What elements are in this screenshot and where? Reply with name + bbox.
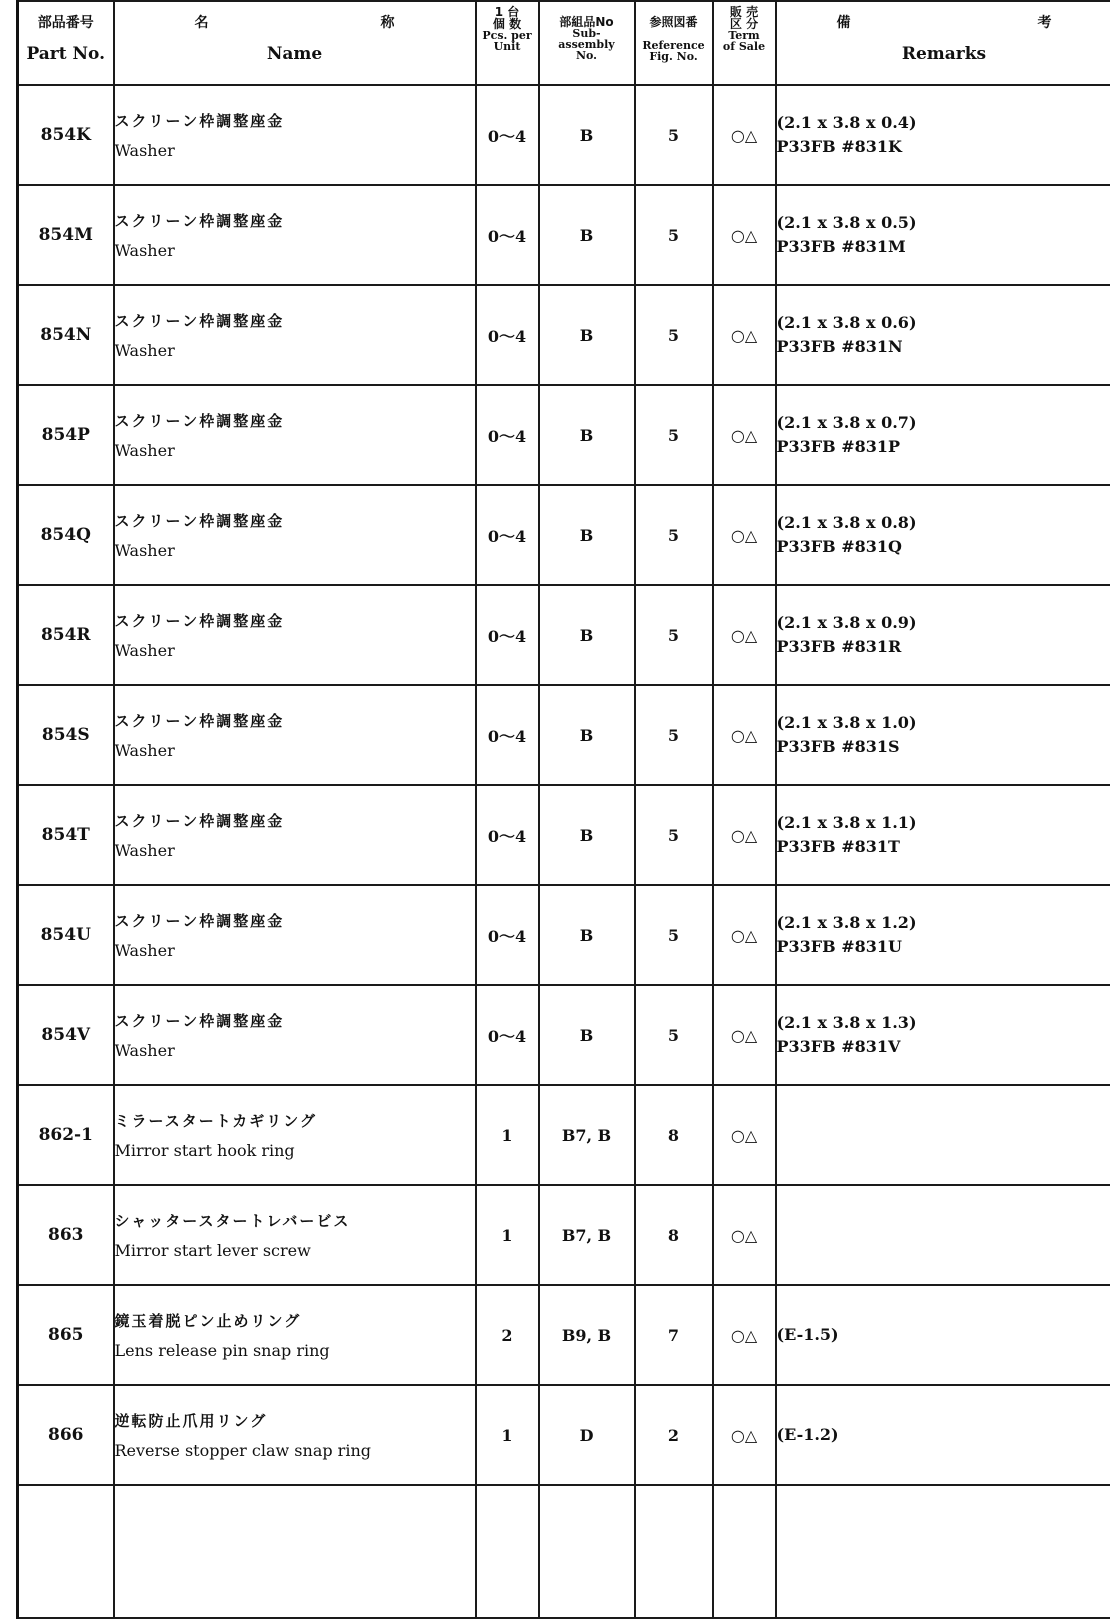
sub-assembly-no: B7, B bbox=[539, 1085, 635, 1185]
empty-cell bbox=[18, 1485, 114, 1618]
part-name bbox=[114, 985, 476, 1085]
part-number: 854T bbox=[18, 785, 114, 885]
part-name bbox=[114, 285, 476, 385]
part-name-en: Washer bbox=[115, 641, 475, 660]
reference-fig-no: 5 bbox=[635, 985, 713, 1085]
sub-assembly-no: B bbox=[539, 785, 635, 885]
empty-cell bbox=[114, 1485, 476, 1618]
table-row bbox=[18, 785, 1110, 885]
pcs-per-unit: 1 bbox=[476, 1185, 539, 1285]
table-row bbox=[18, 285, 1110, 385]
pcs-per-unit: 0～4 bbox=[476, 385, 539, 485]
reference-fig-no: 5 bbox=[635, 885, 713, 985]
remarks: (2.1 x 3.8 x 1.1) P33FB #831T bbox=[776, 785, 1110, 885]
part-name bbox=[114, 685, 476, 785]
term-of-sale: ○△ bbox=[713, 785, 776, 885]
parts-list-sheet bbox=[16, 0, 1110, 1605]
reference-fig-no: 5 bbox=[635, 785, 713, 885]
term-of-sale: ○△ bbox=[713, 585, 776, 685]
part-name-en: Washer bbox=[115, 541, 475, 560]
pcs-per-unit: 0～4 bbox=[476, 185, 539, 285]
part-number: 854N bbox=[18, 285, 114, 385]
part-name-jp: ミラースタートカギリング bbox=[115, 1110, 475, 1131]
part-name-jp: スクリーン枠調整座金 bbox=[115, 210, 475, 231]
sub-assembly-no: B bbox=[539, 385, 635, 485]
reference-fig-no: 5 bbox=[635, 485, 713, 585]
part-name bbox=[114, 85, 476, 185]
part-name-en: Washer bbox=[115, 241, 475, 260]
header-sub-assembly: 部組品No Sub- assembly No. bbox=[539, 1, 635, 85]
part-name-en: Mirror start hook ring bbox=[115, 1141, 475, 1160]
table-row bbox=[18, 185, 1110, 285]
remarks: (2.1 x 3.8 x 1.3) P33FB #831V bbox=[776, 985, 1110, 1085]
table-row bbox=[18, 1285, 1110, 1385]
part-name bbox=[114, 185, 476, 285]
remarks bbox=[776, 1185, 1110, 1285]
reference-fig-no: 5 bbox=[635, 385, 713, 485]
empty-cell bbox=[776, 1485, 1110, 1618]
remarks: (2.1 x 3.8 x 0.6) P33FB #831N bbox=[776, 285, 1110, 385]
part-name-en: Washer bbox=[115, 941, 475, 960]
part-name bbox=[114, 1285, 476, 1385]
part-number: 862-1 bbox=[18, 1085, 114, 1185]
table-row bbox=[18, 385, 1110, 485]
header-part-no: 部品番号 Part No. bbox=[18, 1, 114, 85]
pcs-per-unit: 0～4 bbox=[476, 985, 539, 1085]
parts-table bbox=[16, 0, 1110, 1619]
part-name-en: Lens release pin snap ring bbox=[115, 1341, 475, 1360]
part-name-jp: スクリーン枠調整座金 bbox=[115, 910, 475, 931]
pcs-per-unit: 0～4 bbox=[476, 685, 539, 785]
part-number: 854V bbox=[18, 985, 114, 1085]
table-row bbox=[18, 1185, 1110, 1285]
part-name bbox=[114, 385, 476, 485]
header-name: 名 称 Name bbox=[114, 1, 476, 85]
part-number: 854K bbox=[18, 85, 114, 185]
pcs-per-unit: 0～4 bbox=[476, 585, 539, 685]
remarks: (2.1 x 3.8 x 0.8) P33FB #831Q bbox=[776, 485, 1110, 585]
sub-assembly-no: B9, B bbox=[539, 1285, 635, 1385]
remarks: (E-1.2) bbox=[776, 1385, 1110, 1485]
part-name-en: Washer bbox=[115, 841, 475, 860]
table-row bbox=[18, 1085, 1110, 1185]
remarks bbox=[776, 1085, 1110, 1185]
part-name-jp: スクリーン枠調整座金 bbox=[115, 610, 475, 631]
empty-cell bbox=[635, 1485, 713, 1618]
part-name bbox=[114, 1085, 476, 1185]
table-row bbox=[18, 685, 1110, 785]
sub-assembly-no: B bbox=[539, 585, 635, 685]
part-name bbox=[114, 785, 476, 885]
sub-assembly-no: B bbox=[539, 85, 635, 185]
empty-cell bbox=[713, 1485, 776, 1618]
part-name-jp: スクリーン枠調整座金 bbox=[115, 1010, 475, 1031]
reference-fig-no: 5 bbox=[635, 85, 713, 185]
pcs-per-unit: 0～4 bbox=[476, 85, 539, 185]
reference-fig-no: 7 bbox=[635, 1285, 713, 1385]
table-row bbox=[18, 85, 1110, 185]
term-of-sale: ○△ bbox=[713, 185, 776, 285]
remarks: (2.1 x 3.8 x 1.0) P33FB #831S bbox=[776, 685, 1110, 785]
part-name bbox=[114, 885, 476, 985]
part-number: 866 bbox=[18, 1385, 114, 1485]
pcs-per-unit: 1 bbox=[476, 1085, 539, 1185]
part-name-jp: スクリーン枠調整座金 bbox=[115, 510, 475, 531]
pcs-per-unit: 0～4 bbox=[476, 285, 539, 385]
part-name-en: Washer bbox=[115, 341, 475, 360]
pcs-per-unit: 1 bbox=[476, 1385, 539, 1485]
part-number: 854S bbox=[18, 685, 114, 785]
part-name-en: Mirror start lever screw bbox=[115, 1241, 475, 1260]
part-name-jp: 鏡玉着脱ピン止めリング bbox=[115, 1310, 475, 1331]
sub-assembly-no: B bbox=[539, 285, 635, 385]
reference-fig-no: 5 bbox=[635, 585, 713, 685]
table-row bbox=[18, 1385, 1110, 1485]
part-number: 854M bbox=[18, 185, 114, 285]
part-number: 863 bbox=[18, 1185, 114, 1285]
pcs-per-unit: 0～4 bbox=[476, 785, 539, 885]
part-number: 854U bbox=[18, 885, 114, 985]
part-name bbox=[114, 1385, 476, 1485]
header-remarks: 備 考 Remarks bbox=[776, 1, 1110, 85]
table-row bbox=[18, 885, 1110, 985]
reference-fig-no: 8 bbox=[635, 1085, 713, 1185]
term-of-sale: ○△ bbox=[713, 285, 776, 385]
reference-fig-no: 5 bbox=[635, 185, 713, 285]
sub-assembly-no: B bbox=[539, 185, 635, 285]
part-name-jp: シャッタースタートレバービス bbox=[115, 1210, 475, 1231]
sub-assembly-no: B7, B bbox=[539, 1185, 635, 1285]
table-row bbox=[18, 585, 1110, 685]
empty-row bbox=[18, 1485, 1110, 1618]
remarks: (2.1 x 3.8 x 0.9) P33FB #831R bbox=[776, 585, 1110, 685]
remarks: (2.1 x 3.8 x 0.4) P33FB #831K bbox=[776, 85, 1110, 185]
term-of-sale: ○△ bbox=[713, 1385, 776, 1485]
remarks: (2.1 x 3.8 x 1.2) P33FB #831U bbox=[776, 885, 1110, 985]
sub-assembly-no: B bbox=[539, 685, 635, 785]
part-name-jp: 逆転防止爪用リング bbox=[115, 1410, 475, 1431]
reference-fig-no: 8 bbox=[635, 1185, 713, 1285]
term-of-sale: ○△ bbox=[713, 685, 776, 785]
sub-assembly-no: D bbox=[539, 1385, 635, 1485]
term-of-sale: ○△ bbox=[713, 1085, 776, 1185]
term-of-sale: ○△ bbox=[713, 885, 776, 985]
part-number: 854Q bbox=[18, 485, 114, 585]
part-name-en: Washer bbox=[115, 141, 475, 160]
remarks: (E-1.5) bbox=[776, 1285, 1110, 1385]
header-reference-fig: 参照図番 Reference Fig. No. bbox=[635, 1, 713, 85]
part-number: 854P bbox=[18, 385, 114, 485]
term-of-sale: ○△ bbox=[713, 1285, 776, 1385]
part-name-en: Washer bbox=[115, 441, 475, 460]
header-row bbox=[18, 1, 1110, 85]
part-name-en: Washer bbox=[115, 741, 475, 760]
part-number: 865 bbox=[18, 1285, 114, 1385]
term-of-sale: ○△ bbox=[713, 385, 776, 485]
table-row bbox=[18, 985, 1110, 1085]
term-of-sale: ○△ bbox=[713, 485, 776, 585]
part-name bbox=[114, 585, 476, 685]
remarks: (2.1 x 3.8 x 0.5) P33FB #831M bbox=[776, 185, 1110, 285]
reference-fig-no: 5 bbox=[635, 685, 713, 785]
part-name-jp: スクリーン枠調整座金 bbox=[115, 710, 475, 731]
part-name bbox=[114, 1185, 476, 1285]
term-of-sale: ○△ bbox=[713, 85, 776, 185]
pcs-per-unit: 0～4 bbox=[476, 485, 539, 585]
header-term-of-sale: 販 売 区 分 Term of Sale bbox=[713, 1, 776, 85]
part-number: 854R bbox=[18, 585, 114, 685]
sub-assembly-no: B bbox=[539, 485, 635, 585]
part-name bbox=[114, 485, 476, 585]
reference-fig-no: 2 bbox=[635, 1385, 713, 1485]
term-of-sale: ○△ bbox=[713, 985, 776, 1085]
sub-assembly-no: B bbox=[539, 885, 635, 985]
pcs-per-unit: 0～4 bbox=[476, 885, 539, 985]
pcs-per-unit: 2 bbox=[476, 1285, 539, 1385]
part-name-en: Reverse stopper claw snap ring bbox=[115, 1441, 475, 1460]
empty-cell bbox=[539, 1485, 635, 1618]
table-row bbox=[18, 485, 1110, 585]
reference-fig-no: 5 bbox=[635, 285, 713, 385]
part-name-en: Washer bbox=[115, 1041, 475, 1060]
part-name-jp: スクリーン枠調整座金 bbox=[115, 810, 475, 831]
term-of-sale: ○△ bbox=[713, 1185, 776, 1285]
part-name-jp: スクリーン枠調整座金 bbox=[115, 410, 475, 431]
header-pcs-per-unit: 1 台 個 数 Pcs. per Unit bbox=[476, 1, 539, 85]
empty-cell bbox=[476, 1485, 539, 1618]
sub-assembly-no: B bbox=[539, 985, 635, 1085]
part-name-jp: スクリーン枠調整座金 bbox=[115, 310, 475, 331]
parts-table-body bbox=[18, 85, 1110, 1618]
remarks: (2.1 x 3.8 x 0.7) P33FB #831P bbox=[776, 385, 1110, 485]
part-name-jp: スクリーン枠調整座金 bbox=[115, 110, 475, 131]
